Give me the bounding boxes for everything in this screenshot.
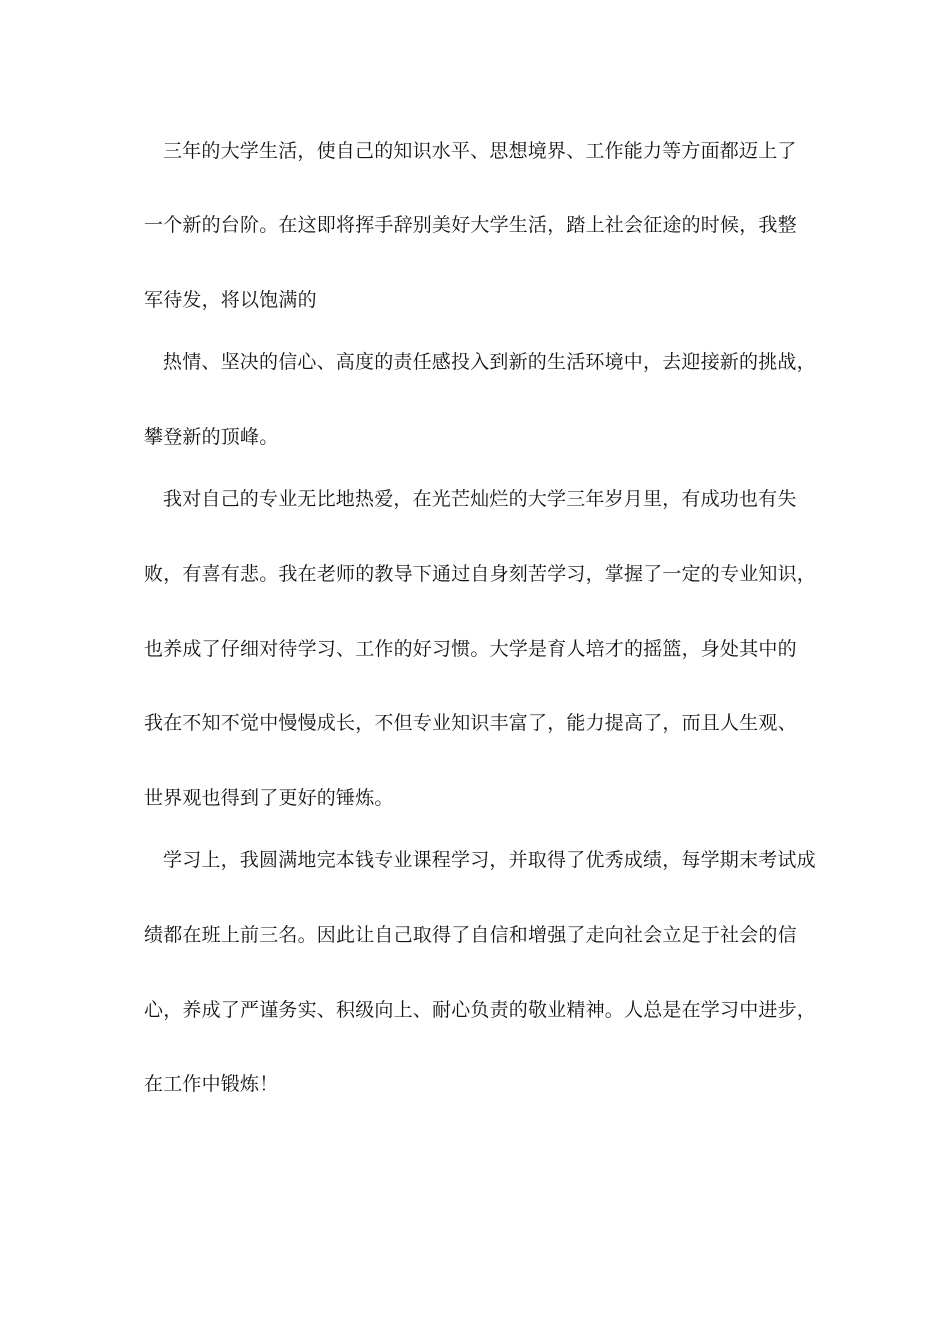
paragraph-1-line-1: 三年的大学生活，使自己的知识水平、思想境界、工作能力等方面都迈上了 [163, 140, 797, 162]
paragraph-2-line-1: 热情、坚决的信心、高度的责任感投入到新的生活环境中，去迎接新的挑战， [163, 351, 816, 373]
paragraph-4-line-2: 绩都在班上前三名。因此让自己取得了自信和增强了走向社会立足于社会的信 [144, 924, 797, 946]
paragraph-3-line-2: 败，有喜有悲。我在老师的教导下通过自身刻苦学习，掌握了一定的专业知识， [144, 563, 817, 585]
paragraph-3-line-3: 也养成了仔细对待学习、工作的好习惯。大学是育人培才的摇篮，身处其中的 [144, 638, 797, 660]
paragraph-3-line-1: 我对自己的专业无比地热爱，在光芒灿烂的大学三年岁月里，有成功也有失 [163, 488, 797, 510]
paragraph-3-line-4: 我在不知不觉中慢慢成长，不但专业知识丰富了，能力提高了，而且人生观、 [144, 712, 797, 734]
paragraph-4-line-1: 学习上，我圆满地完本钱专业课程学习，并取得了优秀成绩，每学期末考试成 [163, 849, 816, 871]
paragraph-3-line-5: 世界观也得到了更好的锤炼。 [144, 787, 394, 809]
paragraph-4-line-4: 在工作中锻炼！ [144, 1073, 279, 1095]
paragraph-1-line-3: 军待发，将以饱满的 [144, 289, 317, 311]
paragraph-2-line-2: 攀登新的顶峰。 [144, 426, 279, 448]
paragraph-1-line-2: 一个新的台阶。在这即将挥手辞别美好大学生活，踏上社会征途的时候，我整 [144, 214, 797, 236]
paragraph-4-line-3: 心，养成了严谨务实、积级向上、耐心负责的敬业精神。人总是在学习中进步， [144, 999, 817, 1021]
